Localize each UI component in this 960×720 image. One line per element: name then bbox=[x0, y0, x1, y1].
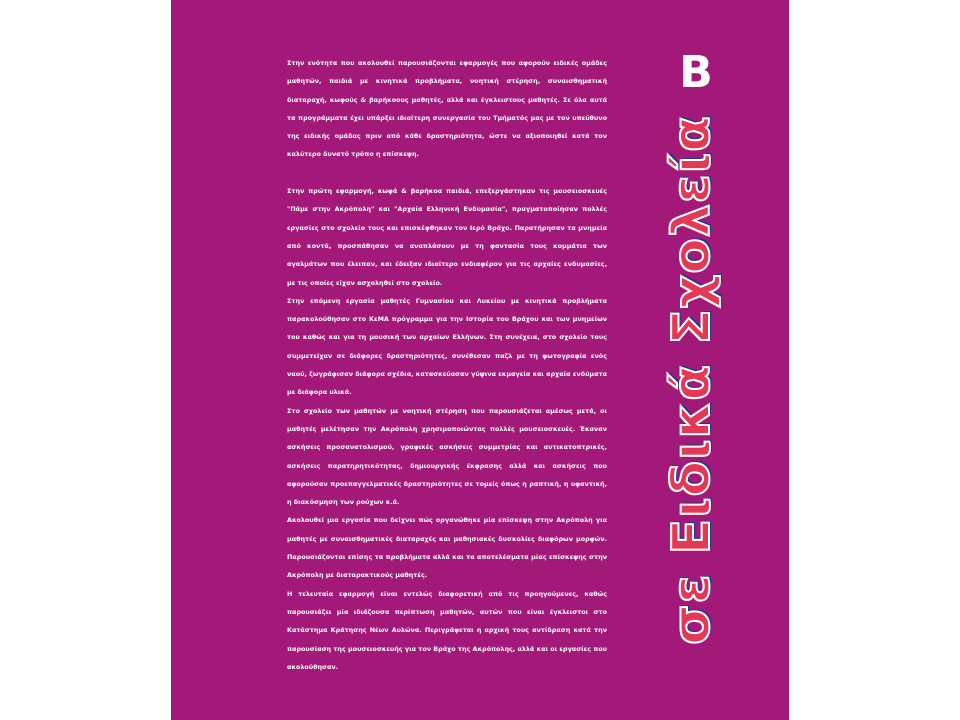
paragraph-emotional-disorders: Ακολουθεί μια εργασία που δείχνει πώς οργανώθηκε μία επίσκεψη στην Ακρόπολη για μαθητές με συναισθηματικές διαταραχές και μαθησιακές δυσκολίες διαφόρων μορφών. Παρουσιάζονται επίσης τα προβλήματα αλλά και τα αποτελέσματα μίας επίσκεψης στην Ακρόπολη με διαταρακτικούς μαθητές. bbox=[287, 516, 607, 580]
side-title: σε Ειδικά Σχολεία bbox=[662, 115, 722, 645]
paragraph-mobility-students: Στην επόμενη εργασία μαθητές Γυμνασίου και Λυκείου με κινητικά προβλήματα παρακολούθησαν στο ΚεΜΑ πρόγραμμα για την Ιστορία του Βράχου και των μνημείων του καθώς και για τη μουσική των αρχαίων Ελλήνων. Στη συνέχεια, στο σχολείο τους συμμετείχαν σε διάφορες δραστηριότητες, συνέθεσαν παζλ με τη φωτογραφία ενός ναού, ζωγράφισαν διάφορα σχέδια, κατασκεύασαν γύψινα εκμαγεία και αρχαία ενδύματα με διάφορα υλικά. bbox=[287, 296, 607, 397]
body-text bbox=[287, 54, 607, 676]
paragraph-intro: Στην ενότητα που ακολουθεί παρουσιάζονται εφαρμογές που αφορούν ειδικές ομάδες μαθητών, παιδιά με κινητικά προβλήματα, νοητική στέρηση, συναισθηματική διαταραχή, κωφούς & βαρήκοους μαθητές, αλλά και έγκλειστους μαθητές. Σε όλα αυτά τα προγράμματα έχει υπάρξει ιδιαίτερη συνεργασία του Τμήματός μας με τον υπεύθυνο της ειδικής ομάδας πριν από κάθε δραστηριότητα, ώστε να αξιοποιηθεί κατά τον καλύτερο δυνατό τρόπο η επίσκεψη. bbox=[287, 59, 607, 159]
paragraph-detained-youth: Η τελευταία εφαρμογή είναι εντελώς διαφορετική από τις προηγούμενες, καθώς παρουσιάζει μία ιδιάζουσα περίπτωση μαθητών, αυτών που είναι έγκλειστοι στο Κατάστημα Κράτησης Νέων Αυλώνα. Περιγράφεται η αρχική τους αντίδραση κατά την παρουσίαση της μουσειοσκευής για τον Βράχο της Ακρόπολης, αλλά και οι εργασίες που ακολούθησαν. bbox=[287, 589, 607, 671]
side-title-container bbox=[661, 115, 723, 645]
book-page bbox=[171, 0, 789, 720]
paragraph-intellectual-disability: Στο σχολείο των μαθητών με νοητική στέρηση που παρουσιάζεται αμέσως μετά, οι μαθητές μελέτησαν την Ακρόπολη χρησιμοποιώντας πολλές μουσειοσκευές. Έκαναν ασκήσεις προσανατολισμού, γραφικές ασκήσεις συμμετρίας και αντικατοπτρικές, ασκήσεις παρατηρητικότητας, δημιουργικής έκφρασης αλλά και ασκήσεις που αφορούσαν προεπαγγελματικές δραστηριότητες σε τομείς όπως η ραπτική, η υφαντική, η διακόσμηση των ρούχων κ.ά. bbox=[287, 406, 607, 507]
paragraph-deaf-students: Στην πρώτη εφαρμογή, κωφά & βαρήκοα παιδιά, επεξεργάστηκαν τις μουσειοσκευές "Πάμε στην Ακρόπολη" και "Αρχαία Ελληνική Ενδυμασία", πραγματοποίησαν πολλές εργασίες στο σχολείο τους και επισκέφθηκαν τον Ιερό Βράχο. Παρατήρησαν τα μνημεία από κοντά, προσπάθησαν να αναπλάσουν με τη φαντασία τους κομμάτια των αγαλμάτων που έλειπαν, και έδειξαν ιδιαίτερο ενδιαφέρον για τις αρχαίες ενδυμασίες, με τις οποίες είχαν ασχοληθεί στο σχολείο. bbox=[287, 187, 607, 287]
chapter-letter: Β bbox=[679, 47, 713, 98]
